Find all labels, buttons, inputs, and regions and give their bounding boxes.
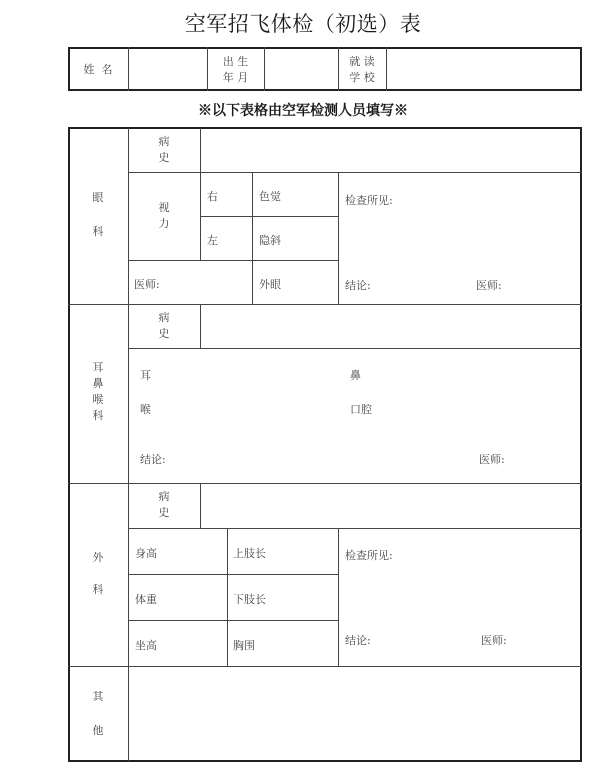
ent-conclusion-label: 结论: [140,453,166,466]
eye-doctor-label: 医师: [134,278,160,291]
divider [128,260,338,261]
ent-history-label [128,310,200,342]
birth-field[interactable] [265,49,337,89]
lower-limb-label: 下肢长 [233,593,266,606]
divider [338,528,339,666]
height-label: 身高 [135,547,157,560]
eye-section-label [68,190,128,240]
divider [252,172,253,304]
surgery-findings-label: 检查所见: [345,549,393,562]
section-char: 他 [92,724,104,737]
school-label-line1: 就 读 [349,55,375,68]
section-char: 科 [92,409,104,422]
eye-history-label [128,134,200,166]
surgery-section-label [68,550,128,598]
school-field[interactable] [387,49,580,89]
section-char: 科 [92,583,104,596]
upper-limb-label: 上肢长 [233,547,266,560]
section-char: 其 [92,690,104,703]
form-subtitle: ※以下表格由空军检测人员填写※ [198,103,408,119]
divider [128,574,338,575]
form-title: 空军招飞体检（初选）表 [184,12,422,36]
label-char: 力 [158,217,170,230]
divider [128,528,582,529]
eye-doctor2-label: 医师: [476,279,502,292]
name-field[interactable] [129,49,206,89]
section-char: 外 [92,551,104,564]
section-char: 鼻 [92,377,104,390]
eye-conclusion-label: 结论: [345,279,371,292]
label-char: 病 [158,311,170,324]
label-char: 病 [158,135,170,148]
divider [338,172,339,304]
external-eye-label: 外眼 [259,278,281,291]
strabismus-label: 隐斜 [259,234,281,247]
label-char: 病 [158,490,170,503]
other-section-label [68,689,128,739]
section-char: 科 [92,225,104,238]
color-vision-label: 色觉 [259,190,281,203]
nose-label: 鼻 [350,369,361,382]
label-char: 史 [158,327,170,340]
ent-history-field[interactable] [201,305,580,348]
label-char: 视 [158,201,170,214]
sitting-height-label: 坐高 [135,639,157,652]
divider [227,528,228,666]
vision-label [128,200,200,232]
ent-section-label [68,360,128,424]
weight-label: 体重 [135,593,157,606]
surgery-history-label [128,489,200,521]
divider [200,216,338,217]
label-char: 史 [158,506,170,519]
divider [128,348,582,349]
school-label-line2: 学 校 [349,71,375,84]
surgery-history-field[interactable] [201,484,580,528]
section-char: 眼 [92,191,104,204]
chest-label: 胸围 [233,639,255,652]
section-char: 喉 [92,393,104,406]
eye-findings-label: 检查所见: [345,194,393,207]
surgery-conclusion-label: 结论: [345,634,371,647]
ent-doctor-label: 医师: [479,453,505,466]
surgery-doctor-label: 医师: [481,634,507,647]
other-field[interactable] [129,667,580,760]
throat-label: 喉 [140,403,151,416]
birth-label-line2: 年 月 [222,71,249,84]
divider [128,620,338,621]
divider [128,172,582,173]
label-char: 史 [158,151,170,164]
name-label: 姓 名 [83,63,113,76]
birth-label-line1: 出 生 [222,55,249,68]
vision-left-label: 左 [207,234,218,247]
vision-right-label: 右 [207,190,218,203]
eye-history-field[interactable] [201,129,580,172]
section-char: 耳 [92,361,104,374]
mouth-label: 口腔 [350,403,372,416]
ear-label: 耳 [140,369,151,382]
